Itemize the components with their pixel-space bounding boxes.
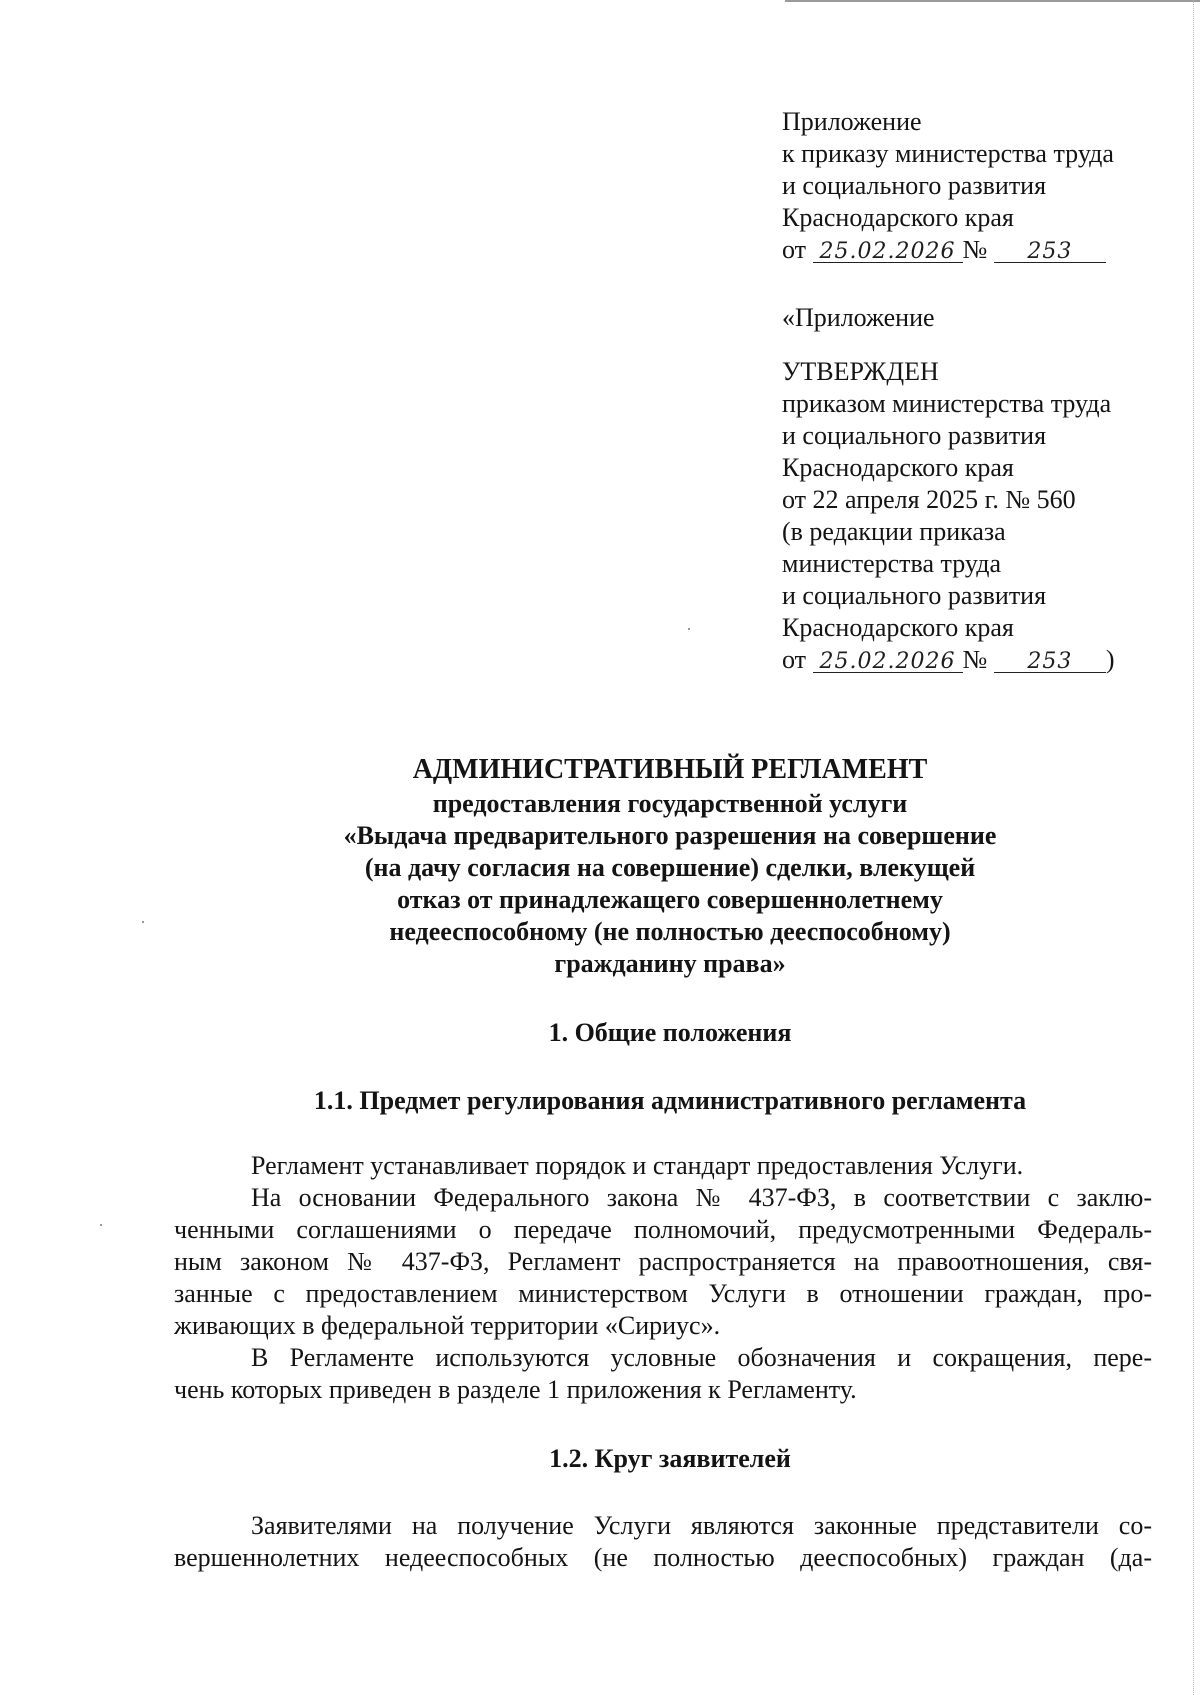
page-top-edge-line <box>785 0 1200 2</box>
date-field <box>813 234 963 263</box>
scan-speck <box>100 1224 102 1226</box>
header-date-row <box>782 234 1114 266</box>
approved-line: приказом министерства труда <box>782 389 1112 418</box>
paragraph-line: Регламент устанавливает порядок и стандарт предоставления Услуги. <box>251 1151 1024 1180</box>
approved-line: Краснодарского края <box>782 453 1014 482</box>
number-field <box>994 234 1106 263</box>
handwritten-number: 253 <box>1027 649 1073 674</box>
paragraph-line: В Регламенте используются условные обозначения и сокращения, пере- <box>251 1343 1152 1372</box>
page-right-edge-line <box>1193 0 1195 1695</box>
spacer <box>782 334 1115 356</box>
title-line: (на дачу согласия на совершение) сделки, влекущей <box>364 853 976 882</box>
paragraph-line: На основании Федерального закона № 437-ФЗ, в соответствии с заклю- <box>251 1183 1152 1212</box>
paragraph-line: ченными соглашениями о передаче полномочий, предусмотренными Федераль- <box>174 1215 1152 1244</box>
title-line: отказ от принадлежащего совершеннолетнему <box>397 885 943 914</box>
approved-line: Краснодарского края <box>782 613 1014 642</box>
date-prefix: от <box>782 235 807 264</box>
approved-line: (в редакции приказа <box>782 517 1006 546</box>
header-line: Приложение <box>782 107 922 136</box>
subsection-body <box>174 1150 1152 1406</box>
subsection-body <box>174 1510 1152 1574</box>
date-prefix: от <box>782 645 807 674</box>
paragraph-line: живающих в федеральной территории «Сириус». <box>174 1311 721 1340</box>
subsection-heading: 1.1. Предмет регулирования административного регламента <box>313 1086 1027 1115</box>
title-main: АДМИНИСТРАТИВНЫЙ РЕГЛАМЕНТ <box>412 754 928 785</box>
paragraph-line: чень которых приведен в разделе 1 приложения к Регламенту. <box>174 1375 857 1404</box>
approved-line: министерства труда <box>782 549 1001 578</box>
header-line: и социального развития <box>782 171 1047 200</box>
paragraph-line: вершеннолетних недееспособных (не полностью дееспособных) граждан (да- <box>174 1543 1152 1572</box>
attachment-header <box>782 106 1114 266</box>
title-line: гражданину права» <box>554 949 786 978</box>
approved-block <box>782 302 1115 676</box>
closing-paren: ) <box>1105 645 1115 674</box>
title-line: предоставления государственной услуги <box>432 789 908 818</box>
subsection-heading: 1.2. Круг заявителей <box>549 1444 791 1473</box>
approved-line: и социального развития <box>782 421 1047 450</box>
approved-label: УТВЕРЖДЕН <box>782 357 939 386</box>
document-title <box>160 752 1180 980</box>
header-line: к приказу министерства труда <box>782 139 1114 168</box>
quote-label: «Приложение <box>782 303 935 332</box>
date-field <box>813 644 963 673</box>
handwritten-number: 253 <box>1027 239 1073 264</box>
approved-date-row <box>782 644 1115 676</box>
number-prefix: № <box>962 235 988 264</box>
scan-speck <box>688 628 690 630</box>
number-prefix: № <box>962 645 988 674</box>
title-line: недееспособному (не полностью дееспособному) <box>389 917 951 946</box>
approved-line: и социального развития <box>782 581 1047 610</box>
handwritten-date: 25.02.2026 <box>819 239 956 264</box>
handwritten-date: 25.02.2026 <box>819 649 956 674</box>
paragraph-line: Заявителями на получение Услуги являются законные представители со- <box>251 1511 1152 1540</box>
title-line: «Выдача предварительного разрешения на совершение <box>343 821 997 850</box>
approved-line: от 22 апреля 2025 г. № 560 <box>782 485 1076 514</box>
number-field <box>994 644 1106 673</box>
scan-speck <box>142 921 144 923</box>
paragraph-line: занные с предоставлением министерством Услуги в отношении граждан, про- <box>174 1279 1152 1308</box>
section-heading: 1. Общие положения <box>548 1018 792 1047</box>
header-line: Краснодарского края <box>782 203 1014 232</box>
paragraph-line: ным законом № 437-ФЗ, Регламент распространяется на правоотношения, свя- <box>174 1247 1152 1276</box>
